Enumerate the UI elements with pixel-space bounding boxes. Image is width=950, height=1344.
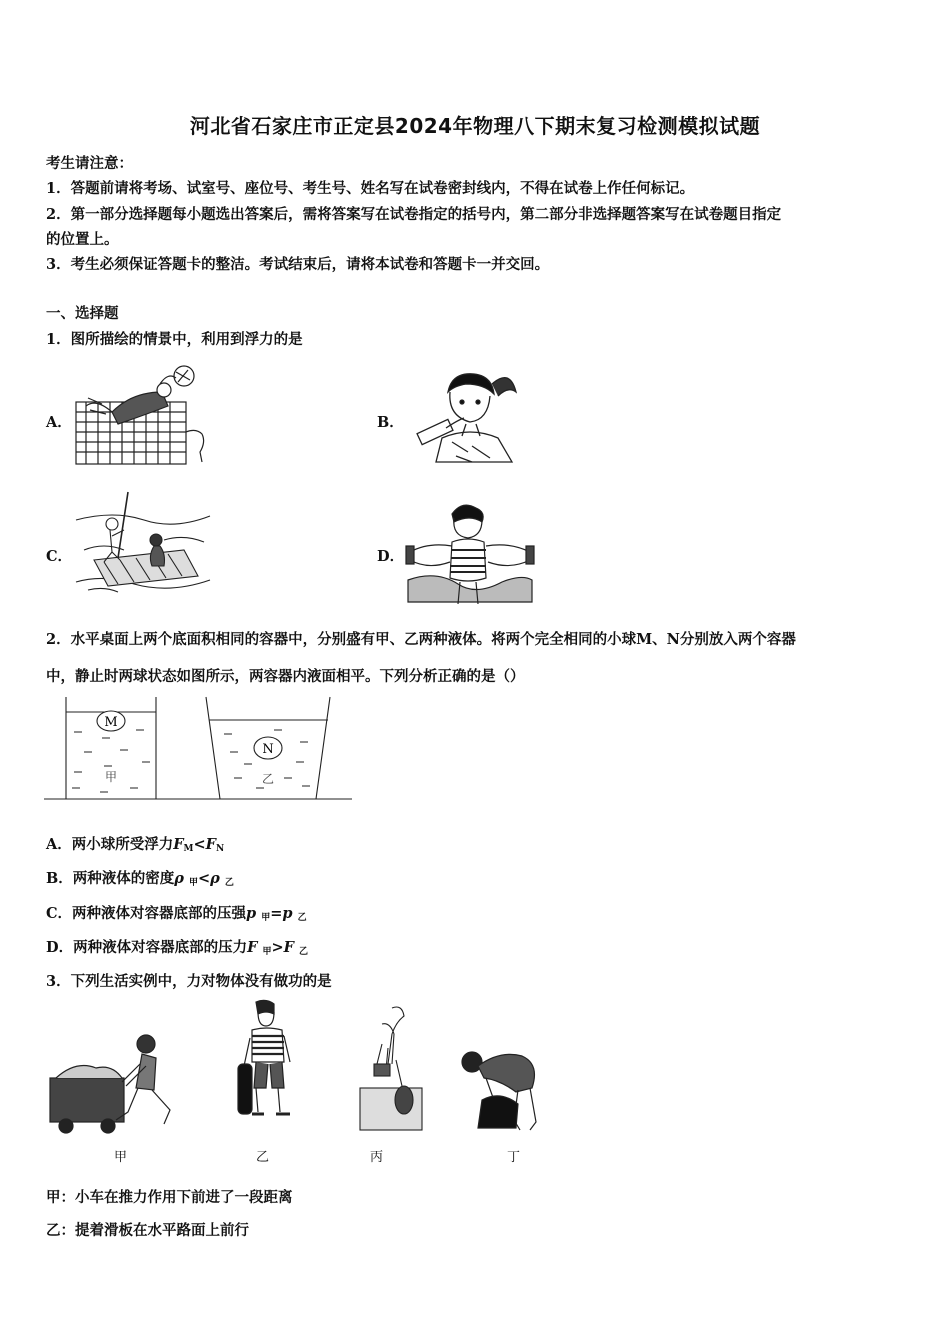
q2-stem-line-1: 2．水平桌面上两个底面积相同的容器中，分别盛有甲、乙两种液体。将两个完全相同的小球M、N分别放入两个容器 xyxy=(46,631,796,648)
notice-item-2-cont: 的位置上。 xyxy=(46,231,119,248)
q2-option-d: D．两种液体对容器底部的压力F $_甲$>F $_乙$ xyxy=(46,939,308,957)
q2-option-a: A．两小球所受浮力$F_M<F_N$ xyxy=(46,836,225,854)
q1-stem: 1．图所描绘的情景中，利用到浮力的是 xyxy=(46,331,303,348)
q2-option-c: C．两种液体对容器底部的压强p $_甲$=p $_乙$ xyxy=(46,905,307,923)
q3-stem: 3．下列生活实例中，力对物体没有做功的是 xyxy=(46,973,332,990)
q3-push-cart-image xyxy=(46,1028,196,1134)
q2-stem-line-2: 中，静止时两球状态如图所示，两容器内液面相平。下列分析正确的是（） xyxy=(46,668,525,685)
q3-line-jia: 甲：小车在推力作用下前进了一段距离 xyxy=(46,1189,293,1206)
q2-containers-figure xyxy=(44,692,354,802)
ball-m-label: M xyxy=(104,715,118,730)
q3-lift-bag-image xyxy=(456,1044,546,1134)
notice-item-3: 3．考生必须保证答题卡的整洁。考试结束后，请将本试卷和答题卡一并交回。 xyxy=(46,256,550,273)
q3-carry-skateboard-image xyxy=(236,998,298,1124)
q1-option-a-label: A． xyxy=(46,414,72,431)
q3-line-yi: 乙：提着滑板在水平路面上前行 xyxy=(46,1222,249,1239)
notice-heading: 考生请注意： xyxy=(46,155,133,172)
q3-caption-bing: 丙 xyxy=(370,1150,384,1165)
q1-goalkeeper-image xyxy=(72,362,212,468)
page-title: 河北省石家庄市正定县2024年物理八下期末复习检测模拟试题 xyxy=(189,114,761,138)
q3-hold-bag-image xyxy=(352,1004,428,1132)
ball-n-label: N xyxy=(262,742,274,757)
liquid-a-label: 甲 xyxy=(104,770,118,784)
q1-boy-expander-image xyxy=(406,500,534,604)
q1-option-b-label: B． xyxy=(377,414,404,431)
q1-option-c-label: C． xyxy=(46,548,73,565)
q3-caption-yi: 乙 xyxy=(256,1150,270,1165)
q1-option-d-label: D． xyxy=(377,548,405,565)
notice-item-2: 2．第一部分选择题每小题选出答案后，需将答案写在试卷指定的括号内，第二部分非选择题答案写在试卷题目指定 xyxy=(46,206,782,223)
q3-caption-ding: 丁 xyxy=(507,1150,521,1165)
section-heading: 一、选择题 xyxy=(46,305,119,322)
q2-option-b: B．两种液体的密度ρ $_甲$<ρ $_乙$ xyxy=(46,870,234,888)
q1-girl-drinking-image xyxy=(412,362,522,466)
notice-item-1: 1．答题前请将考场、试室号、座位号、考生号、姓名写在试卷密封线内，不得在试卷上作任何标记。 xyxy=(46,180,695,197)
q1-raft-image xyxy=(74,490,212,602)
liquid-b-label: 乙 xyxy=(261,772,275,786)
q3-caption-jia: 甲 xyxy=(114,1150,128,1165)
